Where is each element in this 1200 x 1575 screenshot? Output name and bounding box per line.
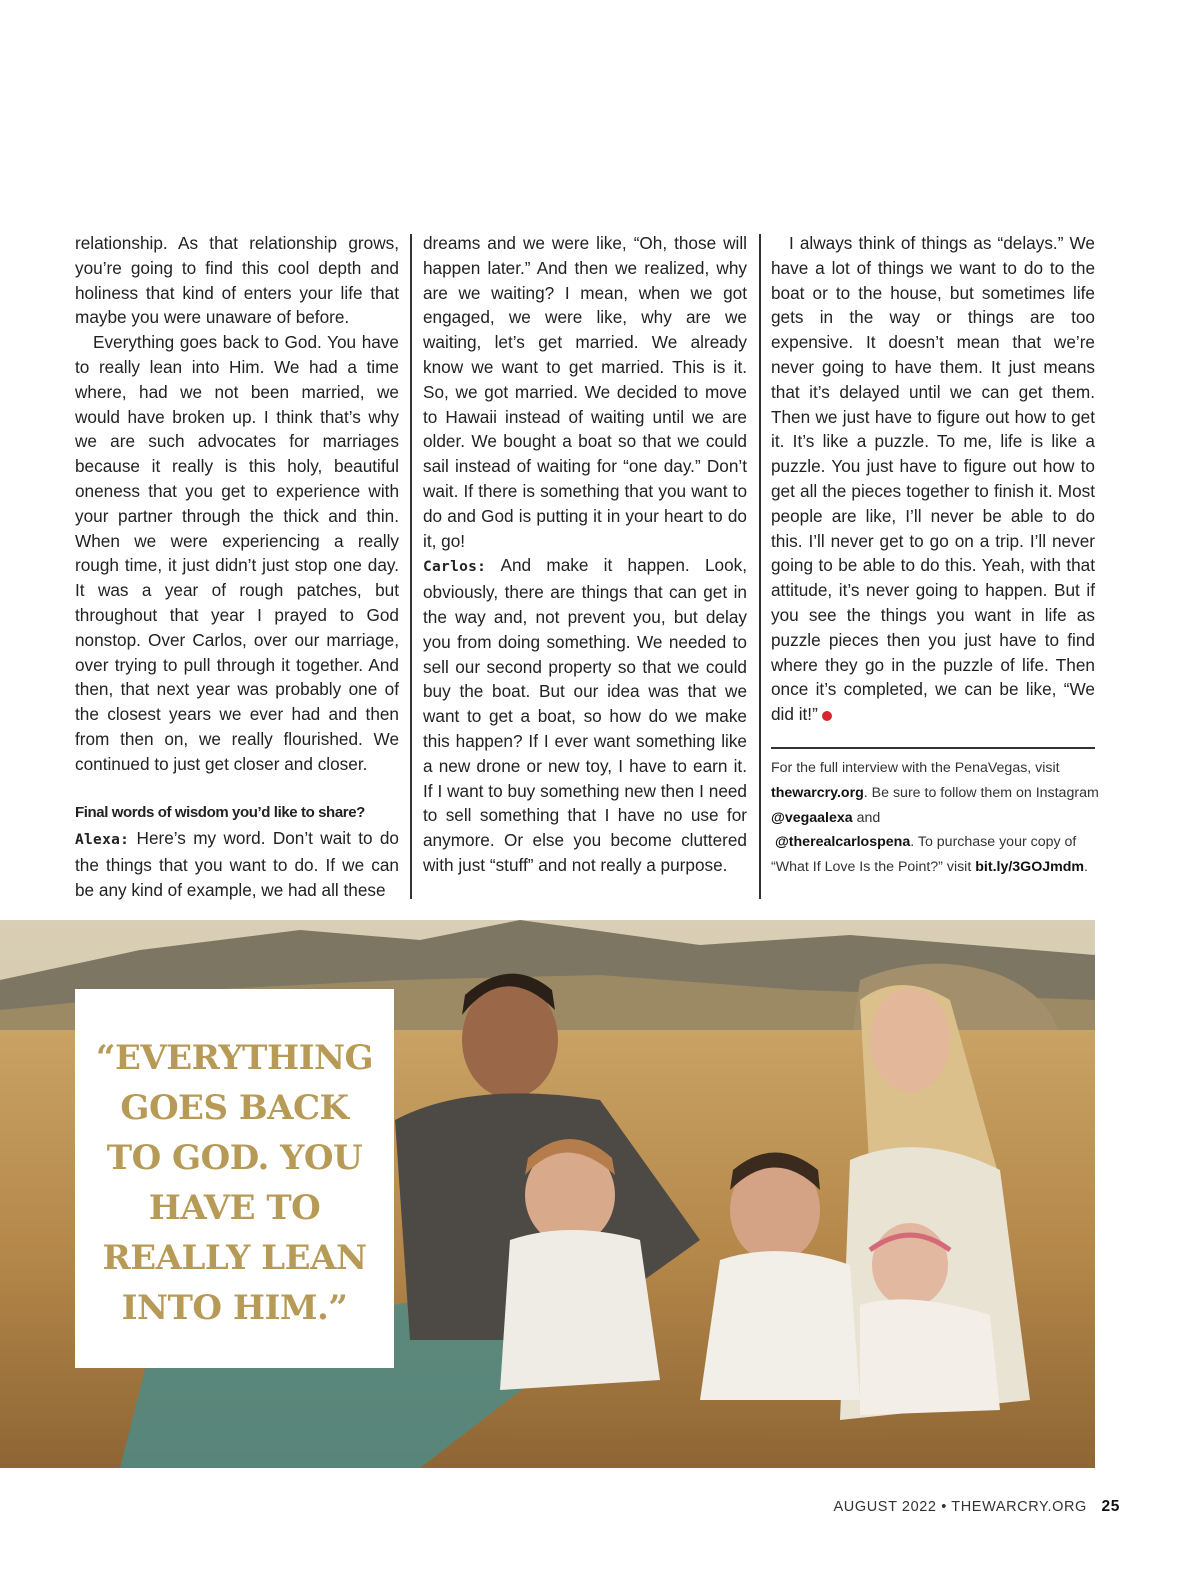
footer-site: THEWARCRY.ORG bbox=[951, 1499, 1087, 1515]
pull-quote-line: REALLY LEAN bbox=[102, 1238, 367, 1278]
article-column-1 bbox=[75, 231, 399, 903]
paragraph bbox=[423, 553, 747, 877]
book-link[interactable]: bit.ly/3GOJmdm bbox=[975, 859, 1085, 876]
question-heading: Final words of wisdom you’d like to share? bbox=[75, 804, 365, 822]
pull-quote-line: HAVE TO bbox=[148, 1188, 321, 1228]
article-column-2 bbox=[423, 231, 747, 878]
pull-quote-line: GOES BACK bbox=[120, 1088, 349, 1128]
page-footer bbox=[700, 1498, 1120, 1516]
paragraph: dreams and we were like, “Oh, those will happen later.” And then we realized, why are we waiting? I mean, when we got engaged, we were like, why are we waiting, let’s get married. We already know we want to get married. This is it. So, we got married. We decided to move to Hawaii instead of waiting until we are older. We bought a boat so that we could sail instead of waiting for “one day.” Don’t wait. If there is something that you want to do and God is putting it in your heart to do it, go! bbox=[423, 233, 747, 551]
issue-date: AUGUST 2022 bbox=[833, 1499, 937, 1515]
end-mark-icon bbox=[822, 711, 832, 721]
answer-text: And make it happen. Look, obviously, there are things that can get in the way and, not prevent you, but delay you from doing something. We needed to sell our second property so that we could buy the boat. But our idea was that we want to get a boat, so how do we make this happen? If I ever want something like a new drone or new toy, I have to earn it. If I want to buy something new then I need to sell something that I have no use for anymore. Or else you become cluttered with just “stuff” and not really a purpose. bbox=[423, 555, 747, 875]
instagram-handle-carlos[interactable]: @therealcarlospena bbox=[774, 834, 911, 851]
paragraph-text: I always think of things as “delays.” We have a lot of things we want to do to the boat or to the house, but sometimes life gets in the way or things are too expensive. It doesn’t mean that we’re never going to have them. It just means that it’s delayed until we can get them. Then we just have to figure out how to get it. It’s like a puzzle. To me, life is like a puzzle. You just have to figure out how to get all the pieces together to finish it. Most people are like, I’ll never be able to do this. I’ll never get to go on a trip. I’ll never going to be able to do this. Yeah, with that attitude, it’s never going to happen. But if you see the things you want in life as puzzle pieces then you just have to find where they go in the puzzle of life. Then once it’s completed, we can be like, “We did it!” bbox=[771, 233, 1095, 725]
paragraph: relationship. As that relationship grows, you’re going to find this cool depth and holiness that kind of enters your life that maybe you were unaware of before. bbox=[75, 233, 399, 328]
credit-text: For the full interview with the PenaVegas, visit thewarcry.org. Be sure to follow them on Instagram @vegaalexa and @therealcarlospena. To purchase your copy of “What If Love Is the Point?” visit bit.ly/3GOJmdm. bbox=[771, 760, 1099, 876]
pull-quote-box bbox=[75, 989, 394, 1368]
pull-quote bbox=[75, 1033, 394, 1333]
speaker-label: Carlos: bbox=[423, 559, 487, 576]
site-link[interactable]: thewarcry.org bbox=[771, 784, 864, 801]
pull-quote-line: “EVERYTHING bbox=[95, 1038, 374, 1078]
article-column-3 bbox=[771, 231, 1095, 727]
credit-divider bbox=[771, 747, 1095, 749]
paragraph: Everything goes back to God. You have to really lean into Him. We had a time where, had we not been married, we would have broken up. I think that’s why we are such advocates for marriages because it really is this holy, beautiful oneness that you get to experience with your partner through the thick and thin. When we were experiencing a really rough time, it just didn’t just stop one day. It was a year of rough patches, but throughout that year I prayed to God nonstop. Over Carlos, over our marriage, over trying to pull through it together. And then, that next year was probably one of the closest years we ever had and then from then on, we really flourished. We continued to just get closer and closer. bbox=[75, 332, 399, 774]
paragraph bbox=[75, 826, 399, 902]
column-divider bbox=[410, 234, 412, 899]
pull-quote-line: TO GOD. YOU bbox=[106, 1138, 363, 1178]
credit-note bbox=[771, 756, 1101, 880]
instagram-handle-alexa[interactable]: @vegaalexa bbox=[771, 809, 853, 826]
column-divider bbox=[759, 234, 761, 899]
pull-quote-line: INTO HIM.” bbox=[121, 1288, 348, 1328]
answer-text: Here’s my word. Don’t wait to do the things that you want to do. If we can be any kind of example, we had all these bbox=[75, 828, 399, 900]
paragraph bbox=[771, 231, 1095, 727]
page-number: 25 bbox=[1101, 1498, 1120, 1515]
footer-separator: • bbox=[941, 1499, 947, 1515]
speaker-label: Alexa: bbox=[75, 832, 130, 849]
